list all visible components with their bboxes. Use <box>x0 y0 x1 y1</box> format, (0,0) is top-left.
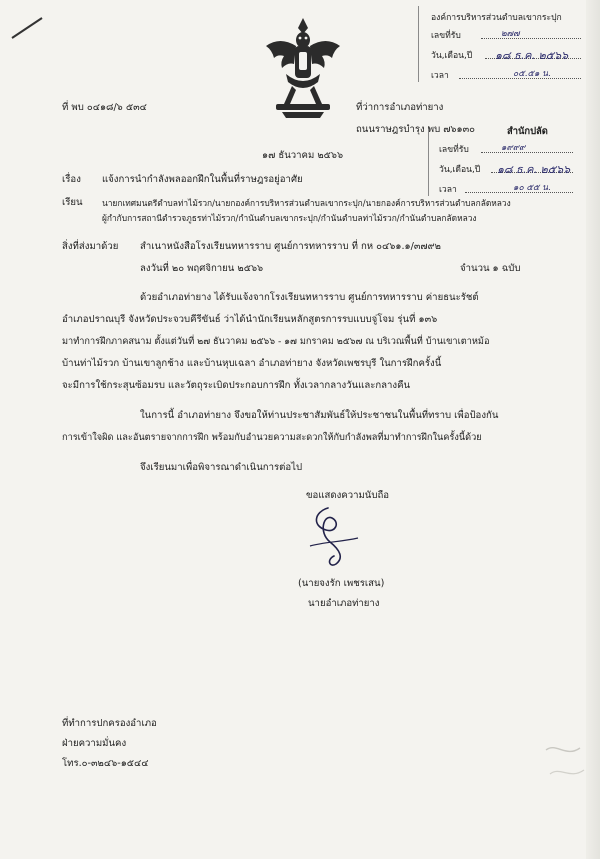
subject-label: เรื่อง <box>62 174 81 185</box>
stamp2-label-2: เวลา <box>439 185 457 195</box>
closing: ขอแสดงความนับถือ <box>306 490 390 501</box>
footer-line-2: ฝ่ายความมั่นคง <box>62 738 127 749</box>
para1-line-3: มาทำการฝึกภาคสนาม ตั้งแต่วันที่ ๒๗ ธันวาคม ๒๕๖๖ - ๑๗ มกราคม ๒๕๖๗ ณ บริเวณพื้นที่ บ้านเขาเตาหม้อ <box>62 336 490 347</box>
attachment-label: สิ่งที่ส่งมาด้วย <box>62 241 119 252</box>
footer-line-1: ที่ทำการปกครองอำเภอ <box>62 718 157 729</box>
footer-line-3: โทร.๐-๓๒๔๖-๑๕๔๔ <box>62 758 149 769</box>
signer-title: นายอำเภอท่ายาง <box>308 598 380 609</box>
receipt-stamp-1 <box>418 6 591 82</box>
stamp2-value-2: ๑๐ ๕๕ น. <box>513 183 551 193</box>
stamp2-value-0: ๑๙๙๙ <box>501 143 526 153</box>
attachment-line-1: สำเนาหนังสือโรงเรียนทหารราบ ศูนย์การทหารราบ ที่ กห ๐๔๖๑.๑/๓๗๙๒ <box>140 241 441 252</box>
scan-mark <box>8 12 48 42</box>
stamp1-value-1: ๑๘ ธ.ค. ๒๕๖๖ <box>495 49 569 62</box>
stamp1-value-0: ๒๗๗ <box>501 29 520 39</box>
para3: จึงเรียนมาเพื่อพิจารณาดำเนินการต่อไป <box>140 462 303 473</box>
stamp2-label-0: เลขที่รับ <box>439 145 469 155</box>
stamp1-label-2: เวลา <box>431 71 449 81</box>
para1-line-1: ด้วยอำเภอท่ายาง ได้รับแจ้งจากโรงเรียนทหารราบ ศูนย์การทหารราบ ค่ายธนะรัชต์ <box>140 292 479 303</box>
to-line-1: นายกเทศมนตรีตำบลท่าไม้รวก/นายกองค์การบริหารส่วนตำบลเขากระปุก/นายกองค์การบริหารส่วนตำบลกลัดหลวง <box>102 198 511 208</box>
para2-line-2: การเข้าใจผิด และอันตรายจากการฝึก พร้อมกับอำนวยความสะดวกให้กับกำลังพลที่มาทำการฝึกในครั้งนี้ด้วย <box>62 432 482 443</box>
stamp2-label-1: วัน,เดือน,ปี <box>439 165 481 175</box>
para2-line-1: ในการนี้ อำเภอท่ายาง จึงขอให้ท่านประชาสัมพันธ์ให้ประชาชนในพื้นที่ทราบ เพื่อป้องกัน <box>140 410 499 421</box>
attachment-line-2: ลงวันที่ ๒๐ พฤศจิกายน ๒๕๖๖ <box>140 263 264 274</box>
stamp1-title: องค์การบริหารส่วนตำบลเขากระปุก <box>431 13 562 23</box>
signature <box>300 502 380 572</box>
para1-line-5: จะมีการใช้กระสุนซ้อมรบ และวัตถุระเบิดประกอบการฝึก ทั้งเวลากลางวันและกลางคืน <box>62 380 411 391</box>
stamp2-title: สำนักปลัด <box>507 126 548 137</box>
para1-line-4: บ้านท่าไม้รวก บ้านเขาลูกช้าง และบ้านหุบเฉลา อำเภอท่ายาง จังหวัดเพชรบุรี ในการฝึกครั้งนี้ <box>62 358 442 369</box>
signer-name: (นายจงรัก เพชรเสน) <box>298 578 385 589</box>
office-name: ที่ว่าการอำเภอท่ายาง <box>356 102 444 113</box>
to-label: เรียน <box>62 197 83 208</box>
document-date: ๑๗ ธันวาคม ๒๕๖๖ <box>262 150 344 161</box>
document-number: ที่ พบ ๐๔๑๘/๖ ๕๓๔ <box>62 102 147 113</box>
para1-line-2: อำเภอปราณบุรี จังหวัดประจวบคีรีขันธ์ ว่าได้นำนักเรียนหลักสูตรการรบแบบจู่โจม รุ่นที่ ๑๓๖ <box>62 314 438 325</box>
garuda-emblem <box>262 16 344 120</box>
stamp2-value-1: ๑๘ ธ.ค. ๒๕๖๖ <box>497 163 571 176</box>
office-road: ถนนราษฎรบำรุง พบ ๗๖๑๓๐ <box>356 124 476 135</box>
to-line-2: ผู้กำกับการสถานีตำรวจภูธรท่าไม้รวก/กำนันตำบลเขากระปุก/กำนันตำบลท่าไม้รวก/กำนันตำบลกลัดหลวง <box>102 213 477 223</box>
bleed-through-marks <box>540 730 590 790</box>
attachment-count: จำนวน ๑ ฉบับ <box>460 263 521 274</box>
receipt-stamp-2 <box>428 126 579 196</box>
subject: แจ้งการนำกำลังพลออกฝึกในพื้นที่ราษฎรอยู่อาศัย <box>102 174 303 185</box>
stamp1-value-2: ๐๕.๕๑ น. <box>513 69 551 79</box>
stamp1-label-0: เลขที่รับ <box>431 31 461 41</box>
stamp1-label-1: วัน,เดือน,ปี <box>431 51 473 61</box>
